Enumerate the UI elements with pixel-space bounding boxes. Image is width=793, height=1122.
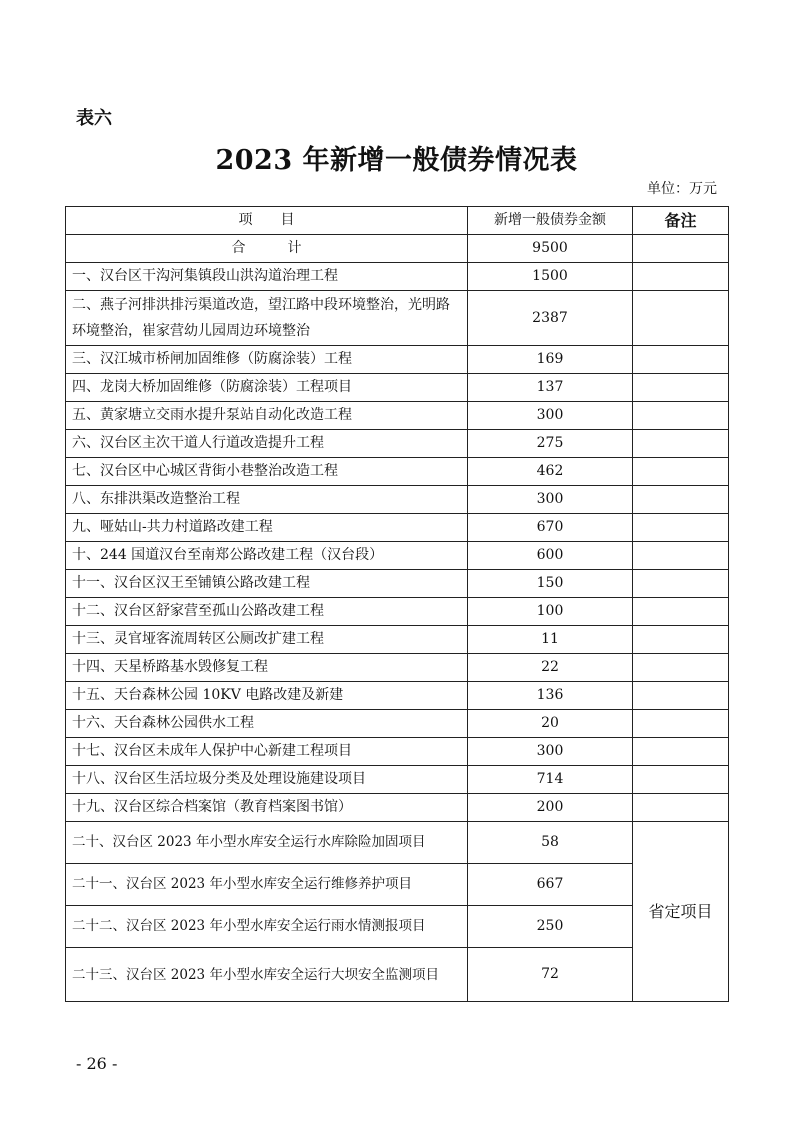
project-name: 十七、汉台区未成年人保护中心新建工程项目 — [66, 738, 468, 766]
project-amount: 2387 — [468, 291, 633, 346]
project-amount: 600 — [468, 542, 633, 570]
project-amount: 300 — [468, 402, 633, 430]
page-title: 2023 年新增一般债券情况表 — [215, 145, 578, 176]
page-number: - 26 - — [76, 1054, 118, 1073]
table-row — [66, 458, 729, 486]
remark-cell — [633, 346, 729, 374]
table-row — [66, 374, 729, 402]
project-amount: 714 — [468, 766, 633, 794]
project-amount: 300 — [468, 738, 633, 766]
project-name: 十八、汉台区生活垃圾分类及处理设施建设项目 — [66, 766, 468, 794]
project-name: 十五、天台森林公园 10KV 电路改建及新建 — [66, 682, 468, 710]
project-name: 八、东排洪渠改造整治工程 — [66, 486, 468, 514]
project-amount: 136 — [468, 682, 633, 710]
table-row — [66, 906, 729, 948]
project-name: 十、244 国道汉台至南郑公路改建工程（汉台段） — [66, 542, 468, 570]
project-name: 二十、汉台区 2023 年小型水库安全运行水库除险加固项目 — [66, 822, 468, 864]
project-name: 四、龙岗大桥加固维修（防腐涂装）工程项目 — [66, 374, 468, 402]
table-row — [66, 430, 729, 458]
remark-cell — [633, 235, 729, 263]
remark-cell — [633, 402, 729, 430]
project-amount: 20 — [468, 710, 633, 738]
project-name: 二十三、汉台区 2023 年小型水库安全运行大坝安全监测项目 — [66, 948, 468, 1002]
remark-cell — [633, 430, 729, 458]
table-row — [66, 598, 729, 626]
project-amount: 137 — [468, 374, 633, 402]
project-amount: 150 — [468, 570, 633, 598]
project-amount: 100 — [468, 598, 633, 626]
project-name: 五、黄家塘立交雨水提升泵站自动化改造工程 — [66, 402, 468, 430]
bond-table — [65, 206, 729, 1002]
table-row — [66, 570, 729, 598]
header-project: 项 目 — [66, 207, 468, 235]
table-row — [66, 766, 729, 794]
project-name: 十九、汉台区综合档案馆（教育档案图书馆） — [66, 794, 468, 822]
project-name: 二十一、汉台区 2023 年小型水库安全运行维修养护项目 — [66, 864, 468, 906]
table-row — [66, 864, 729, 906]
project-amount: 300 — [468, 486, 633, 514]
project-amount: 462 — [468, 458, 633, 486]
table-row — [66, 402, 729, 430]
remark-cell — [633, 263, 729, 291]
project-name: 九、哑姑山-共力村道路改建工程 — [66, 514, 468, 542]
project-name: 十二、汉台区舒家营至孤山公路改建工程 — [66, 598, 468, 626]
project-amount: 670 — [468, 514, 633, 542]
remark-cell — [633, 374, 729, 402]
table-row — [66, 291, 729, 346]
project-amount: 275 — [468, 430, 633, 458]
table-row — [66, 626, 729, 654]
project-amount: 200 — [468, 794, 633, 822]
project-name: 六、汉台区主次干道人行道改造提升工程 — [66, 430, 468, 458]
remark-cell — [633, 766, 729, 794]
unit-label: 单位：万元 — [647, 181, 717, 197]
remark-cell — [633, 486, 729, 514]
table-row — [66, 654, 729, 682]
table-row — [66, 822, 729, 864]
total-row — [66, 235, 729, 263]
project-name: 十四、天星桥路基水毁修复工程 — [66, 654, 468, 682]
remark-cell — [633, 598, 729, 626]
remark-cell — [633, 794, 729, 822]
remark-cell — [633, 291, 729, 346]
project-name: 十一、汉台区汉王至铺镇公路改建工程 — [66, 570, 468, 598]
total-label: 合 计 — [66, 235, 468, 263]
project-amount: 11 — [468, 626, 633, 654]
remark-cell — [633, 654, 729, 682]
table-row — [66, 682, 729, 710]
table-row — [66, 710, 729, 738]
table-row — [66, 263, 729, 291]
table-row — [66, 542, 729, 570]
remark-cell — [633, 570, 729, 598]
table-row — [66, 738, 729, 766]
project-name: 三、汉江城市桥闸加固维修（防腐涂装）工程 — [66, 346, 468, 374]
remark-cell — [633, 458, 729, 486]
table-row — [66, 346, 729, 374]
merged-remark: 省定项目 — [633, 822, 729, 1002]
project-name: 二十二、汉台区 2023 年小型水库安全运行雨水情测报项目 — [66, 906, 468, 948]
remark-cell — [633, 738, 729, 766]
table-row — [66, 514, 729, 542]
header-amount: 新增一般债券金额 — [468, 207, 633, 235]
project-amount: 72 — [468, 948, 633, 1002]
project-amount: 169 — [468, 346, 633, 374]
project-name: 一、汉台区干沟河集镇段山洪沟道治理工程 — [66, 263, 468, 291]
total-amount: 9500 — [468, 235, 633, 263]
table-label: 表六 — [76, 108, 112, 129]
project-name: 二、燕子河排洪排污渠道改造，望江路中段环境整治，光明路环境整治，崔家营幼儿园周边环境整治 — [66, 291, 468, 346]
table-row — [66, 486, 729, 514]
remark-cell — [633, 682, 729, 710]
project-amount: 1500 — [468, 263, 633, 291]
remark-cell — [633, 710, 729, 738]
header-remark: 备注 — [633, 207, 729, 235]
project-amount: 58 — [468, 822, 633, 864]
project-name: 七、汉台区中心城区背街小巷整治改造工程 — [66, 458, 468, 486]
remark-cell — [633, 542, 729, 570]
project-name: 十六、天台森林公园供水工程 — [66, 710, 468, 738]
project-amount: 250 — [468, 906, 633, 948]
header-row — [66, 207, 729, 235]
table-row — [66, 948, 729, 1002]
table-row — [66, 794, 729, 822]
project-amount: 22 — [468, 654, 633, 682]
remark-cell — [633, 514, 729, 542]
project-amount: 667 — [468, 864, 633, 906]
remark-cell — [633, 626, 729, 654]
project-name: 十三、灵官垭客流周转区公厕改扩建工程 — [66, 626, 468, 654]
